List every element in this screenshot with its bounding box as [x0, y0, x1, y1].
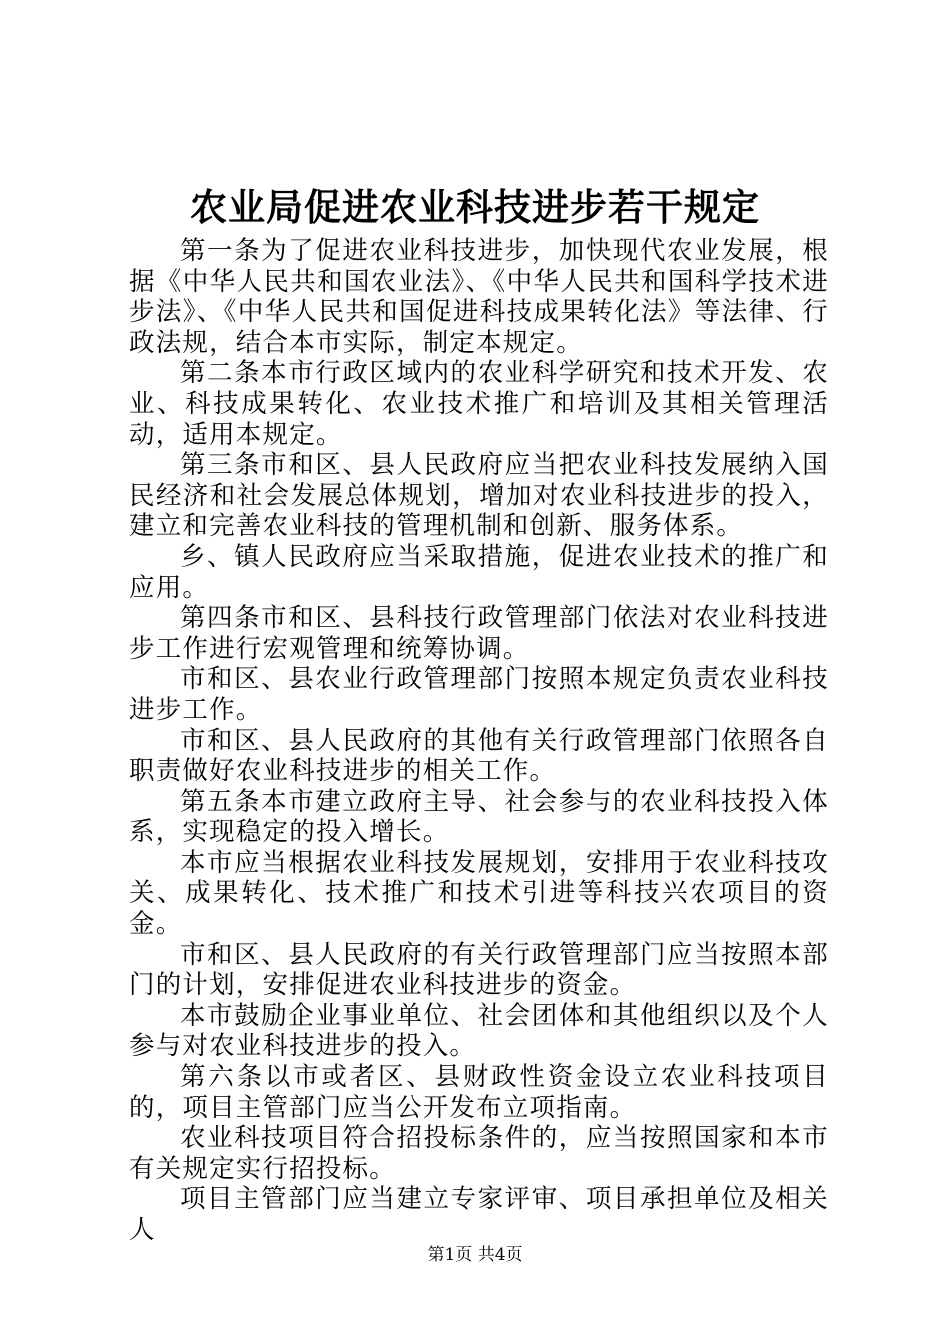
page-number-footer: 第1页 共4页 [427, 1245, 523, 1265]
paragraph-article-4: 第四条市和区、县科技行政管理部门依法对农业科技进步工作进行宏观管理和统筹协调。 [129, 603, 829, 664]
paragraph-article-6-bidding: 农业科技项目符合招投标条件的，应当按照国家和本市有关规定实行招投标。 [129, 1123, 829, 1184]
paragraph-article-3-township: 乡、镇人民政府应当采取措施，促进农业技术的推广和应用。 [129, 541, 829, 603]
paragraph-article-4-other-depts: 市和区、县人民政府的其他有关行政管理部门依照各自职责做好农业科技进步的相关工作。 [129, 725, 829, 787]
paragraph-article-5: 第五条本市建立政府主导、社会参与的农业科技投入体系，实现稳定的投入增长。 [129, 786, 829, 848]
paragraph-article-3: 第三条市和区、县人民政府应当把农业科技发展纳入国民经济和社会发展总体规划，增加对农业科技进步的投入，建立和完善农业科技的管理机制和创新、服务体系。 [129, 450, 829, 542]
paragraph-article-4-agriculture-dept: 市和区、县农业行政管理部门按照本规定负责农业科技进步工作。 [129, 664, 829, 725]
document-body [129, 236, 829, 1246]
paragraph-article-1: 第一条为了促进农业科技进步，加快现代农业发展，根据《中华人民共和国农业法》、《中华人民共和国科学技术进步法》、《中华人民共和国促进科技成果转化法》等法律、行政法规，结合本市实际，制定本规定。 [129, 236, 829, 358]
document-title: 农业局促进农业科技进步若干规定 [190, 186, 760, 229]
paragraph-article-6-review: 项目主管部门应当建立专家评审、项目承担单位及相关人 [129, 1184, 829, 1245]
paragraph-article-5-dept-funding: 市和区、县人民政府的有关行政管理部门应当按照本部门的计划，安排促进农业科技进步的资金。 [129, 939, 829, 1001]
paragraph-article-6: 第六条以市或者区、县财政性资金设立农业科技项目的，项目主管部门应当公开发布立项指南。 [129, 1062, 829, 1123]
paragraph-article-5-funding: 本市应当根据农业科技发展规划，安排用于农业科技攻关、成果转化、技术推广和技术引进等科技兴农项目的资金。 [129, 847, 829, 940]
paragraph-article-2: 第二条本市行政区域内的农业科学研究和技术开发、农业、科技成果转化、农业技术推广和培训及其相关管理活动，适用本规定。 [129, 358, 829, 450]
paragraph-article-5-encourage: 本市鼓励企业事业单位、社会团体和其他组织以及个人参与对农业科技进步的投入。 [129, 1000, 829, 1062]
